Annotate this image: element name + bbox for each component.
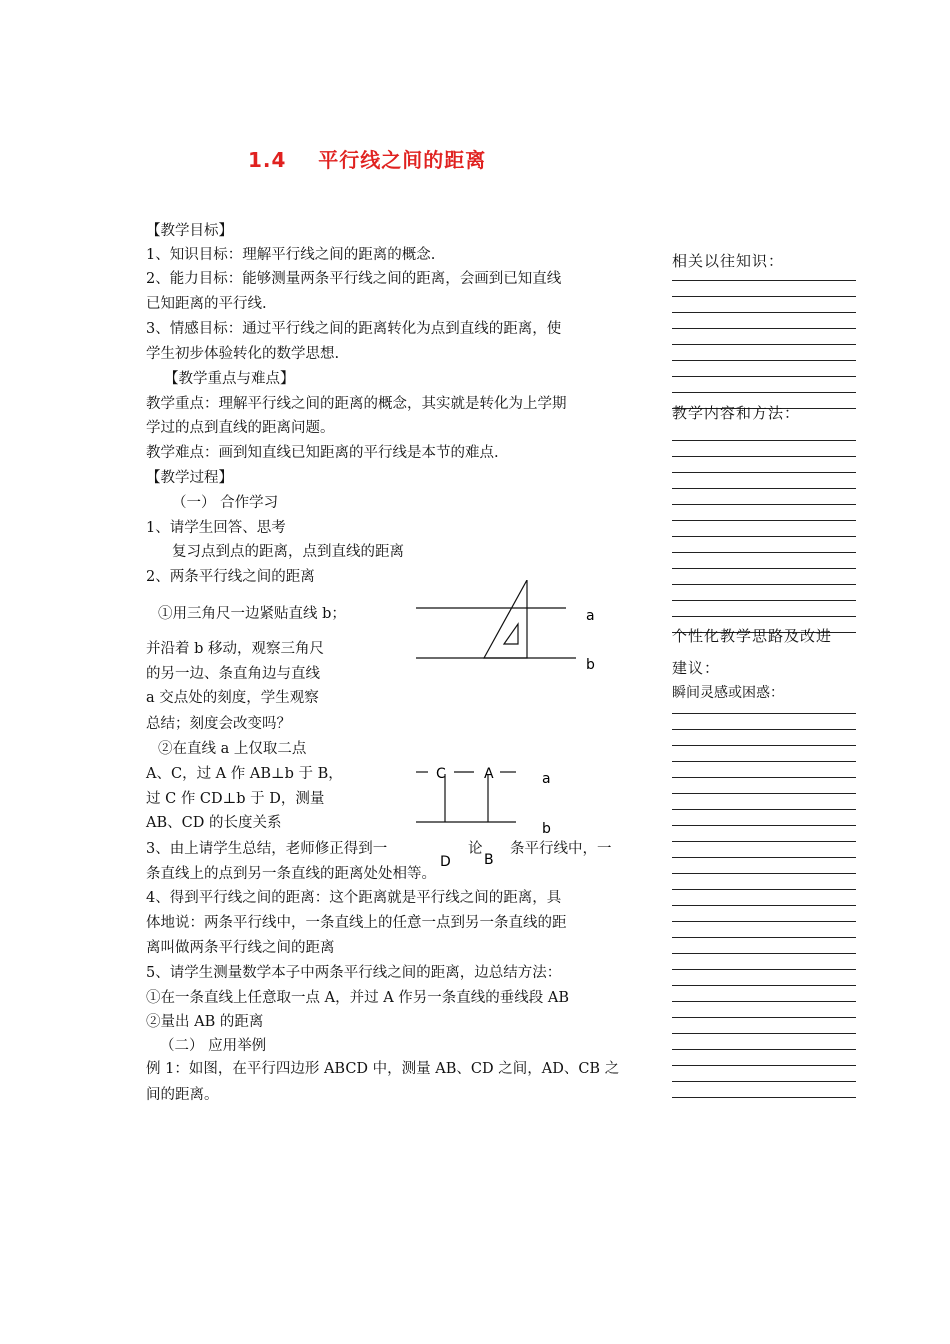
figure-triangle-ruler	[400, 580, 620, 680]
goal-ability-line2: 已知距离的平行线.	[146, 296, 267, 312]
figure2-label-line-b: b	[542, 821, 551, 837]
points-step-2: A、C，过 A 作 AB⊥b 于 B，	[146, 766, 343, 782]
writing-rule	[672, 985, 856, 986]
writing-rule	[672, 953, 856, 954]
goal-emotion-line1: 3、情感目标：通过平行线之间的距离转化为点到直线的距离，使	[146, 321, 562, 337]
process-step-4-line3: 离叫做两条平行线之间的距离	[146, 940, 335, 956]
process-step-5-a: ①在一条直线上任意取一点 A，并过 A 作另一条直线的垂线段 AB	[146, 990, 570, 1006]
triangle-step-4: a 交点处的刻度，学生观察	[146, 690, 319, 706]
goal-emotion-line2: 学生初步体验转化的数学思想.	[146, 346, 340, 362]
figure1-label-a: a	[586, 608, 595, 624]
process-step-3-line2: 条直线上的点到另一条直线的距离处处相等。	[146, 866, 436, 882]
writing-rule	[672, 328, 856, 329]
writing-rule	[672, 873, 856, 874]
sidebar-heading-prior-knowledge: 相关以往知识：	[672, 252, 785, 270]
points-step-4: AB、CD 的长度关系	[146, 815, 282, 831]
writing-rule	[672, 1017, 856, 1018]
writing-rule	[672, 616, 856, 617]
process-step-1-review: 复习点到点的距离，点到直线的距离	[172, 544, 404, 560]
figure2-label-c: C	[436, 766, 446, 782]
triangle-ruler-inner	[504, 624, 518, 644]
figure1-label-b: b	[586, 657, 595, 673]
writing-rule	[672, 312, 856, 313]
writing-rule	[672, 729, 856, 730]
triangle-ruler	[484, 580, 527, 658]
process-step-3-right: 条平行线中，一	[510, 841, 612, 857]
writing-rule	[672, 761, 856, 762]
process-step-2: 2、两条平行线之间的距离	[146, 569, 315, 585]
writing-rule	[672, 552, 856, 553]
writing-rule	[672, 1001, 856, 1002]
writing-rule	[672, 392, 856, 393]
process-step-3-left: 3、由上请学生总结，老师修正得到一	[146, 841, 388, 857]
process-step-3-mid: 论	[468, 841, 483, 857]
process-step-5-b: ②量出 AB 的距离	[146, 1014, 264, 1030]
writing-rule	[672, 841, 856, 842]
writing-rule	[672, 889, 856, 890]
goal-knowledge: 1、知识目标：理解平行线之间的距离的概念.	[146, 247, 436, 263]
difficulty-point: 教学难点：画到知直线已知距离的平行线是本节的难点.	[146, 445, 499, 461]
heading-goals: 【教学目标】	[146, 223, 233, 239]
key-point-line1: 教学重点：理解平行线之间的距离的概念，其实就是转化为上学期	[146, 396, 567, 412]
points-step-1: ②在直线 a 上仅取二点	[158, 741, 307, 757]
writing-rule	[672, 488, 856, 489]
writing-rule	[672, 1097, 856, 1098]
writing-rule	[672, 344, 856, 345]
sidebar-heading-inspiration: 瞬间灵感或困惑：	[672, 685, 784, 701]
writing-rule	[672, 280, 856, 281]
writing-rule	[672, 536, 856, 537]
writing-rule	[672, 905, 856, 906]
figure2-label-a-point: A	[484, 766, 494, 782]
page-title: 1.4 平行线之间的距离	[248, 148, 487, 172]
triangle-step-3: 的另一边、条直角边与直线	[146, 666, 320, 682]
writing-rule	[672, 504, 856, 505]
sidebar-heading-suggestions: 建议：	[672, 659, 721, 677]
writing-rule	[672, 376, 856, 377]
writing-rule	[672, 456, 856, 457]
writing-rule	[672, 921, 856, 922]
sidebar-heading-content-methods: 教学内容和方法：	[672, 404, 801, 422]
writing-rule	[672, 568, 856, 569]
section-cooperative-learning: （一） 合作学习	[172, 495, 279, 511]
triangle-step-1: ①用三角尺一边紧贴直线 b；	[158, 606, 346, 622]
process-step-4-line2: 体地说：两条平行线中，一条直线上的任意一点到另一条直线的距	[146, 915, 567, 931]
writing-rule	[672, 472, 856, 473]
goal-ability-line1: 2、能力目标：能够测量两条平行线之间的距离，会画到已知直线	[146, 271, 562, 287]
writing-rule	[672, 1033, 856, 1034]
writing-rule	[672, 809, 856, 810]
writing-rule	[672, 584, 856, 585]
writing-rule	[672, 440, 856, 441]
sidebar-heading-personalized: 个性化教学思路及改进	[672, 627, 833, 645]
figure2-label-d: D	[440, 854, 451, 870]
section-application: （二） 应用举例	[160, 1038, 267, 1054]
writing-rule	[672, 600, 856, 601]
writing-rule	[672, 1049, 856, 1050]
writing-rule	[672, 745, 856, 746]
figure-perpendiculars	[400, 760, 570, 870]
writing-rule	[672, 1065, 856, 1066]
writing-rule	[672, 937, 856, 938]
figure2-label-b-point: B	[484, 852, 494, 868]
example-1-line1: 例 1：如图，在平行四边形 ABCD 中，测量 AB、CD 之间，AD、CB 之	[146, 1061, 620, 1077]
figure2-label-line-a: a	[542, 771, 551, 787]
writing-rule	[672, 857, 856, 858]
example-1-line2: 间的距离。	[146, 1087, 219, 1103]
writing-rule	[672, 520, 856, 521]
triangle-step-2: 并沿着 b 移动，观察三角尺	[146, 641, 324, 657]
heading-process: 【教学过程】	[146, 470, 233, 486]
writing-rule	[672, 777, 856, 778]
process-step-5: 5、请学生测量数学本子中两条平行线之间的距离，边总结方法：	[146, 965, 562, 981]
writing-rule	[672, 793, 856, 794]
writing-rule	[672, 713, 856, 714]
key-point-line2: 学过的点到直线的距离问题。	[146, 420, 335, 436]
writing-rule	[672, 296, 856, 297]
writing-rule	[672, 969, 856, 970]
writing-rule	[672, 360, 856, 361]
writing-rule	[672, 825, 856, 826]
triangle-step-5: 总结；刻度会改变吗？	[146, 716, 291, 732]
writing-rule	[672, 1081, 856, 1082]
process-step-4-line1: 4、得到平行线之间的距离：这个距离就是平行线之间的距离，具	[146, 890, 562, 906]
process-step-1: 1、请学生回答、思考	[146, 520, 286, 536]
heading-key-points: 【教学重点与难点】	[164, 371, 295, 387]
points-step-3: 过 C 作 CD⊥b 于 D，测量	[146, 791, 325, 807]
